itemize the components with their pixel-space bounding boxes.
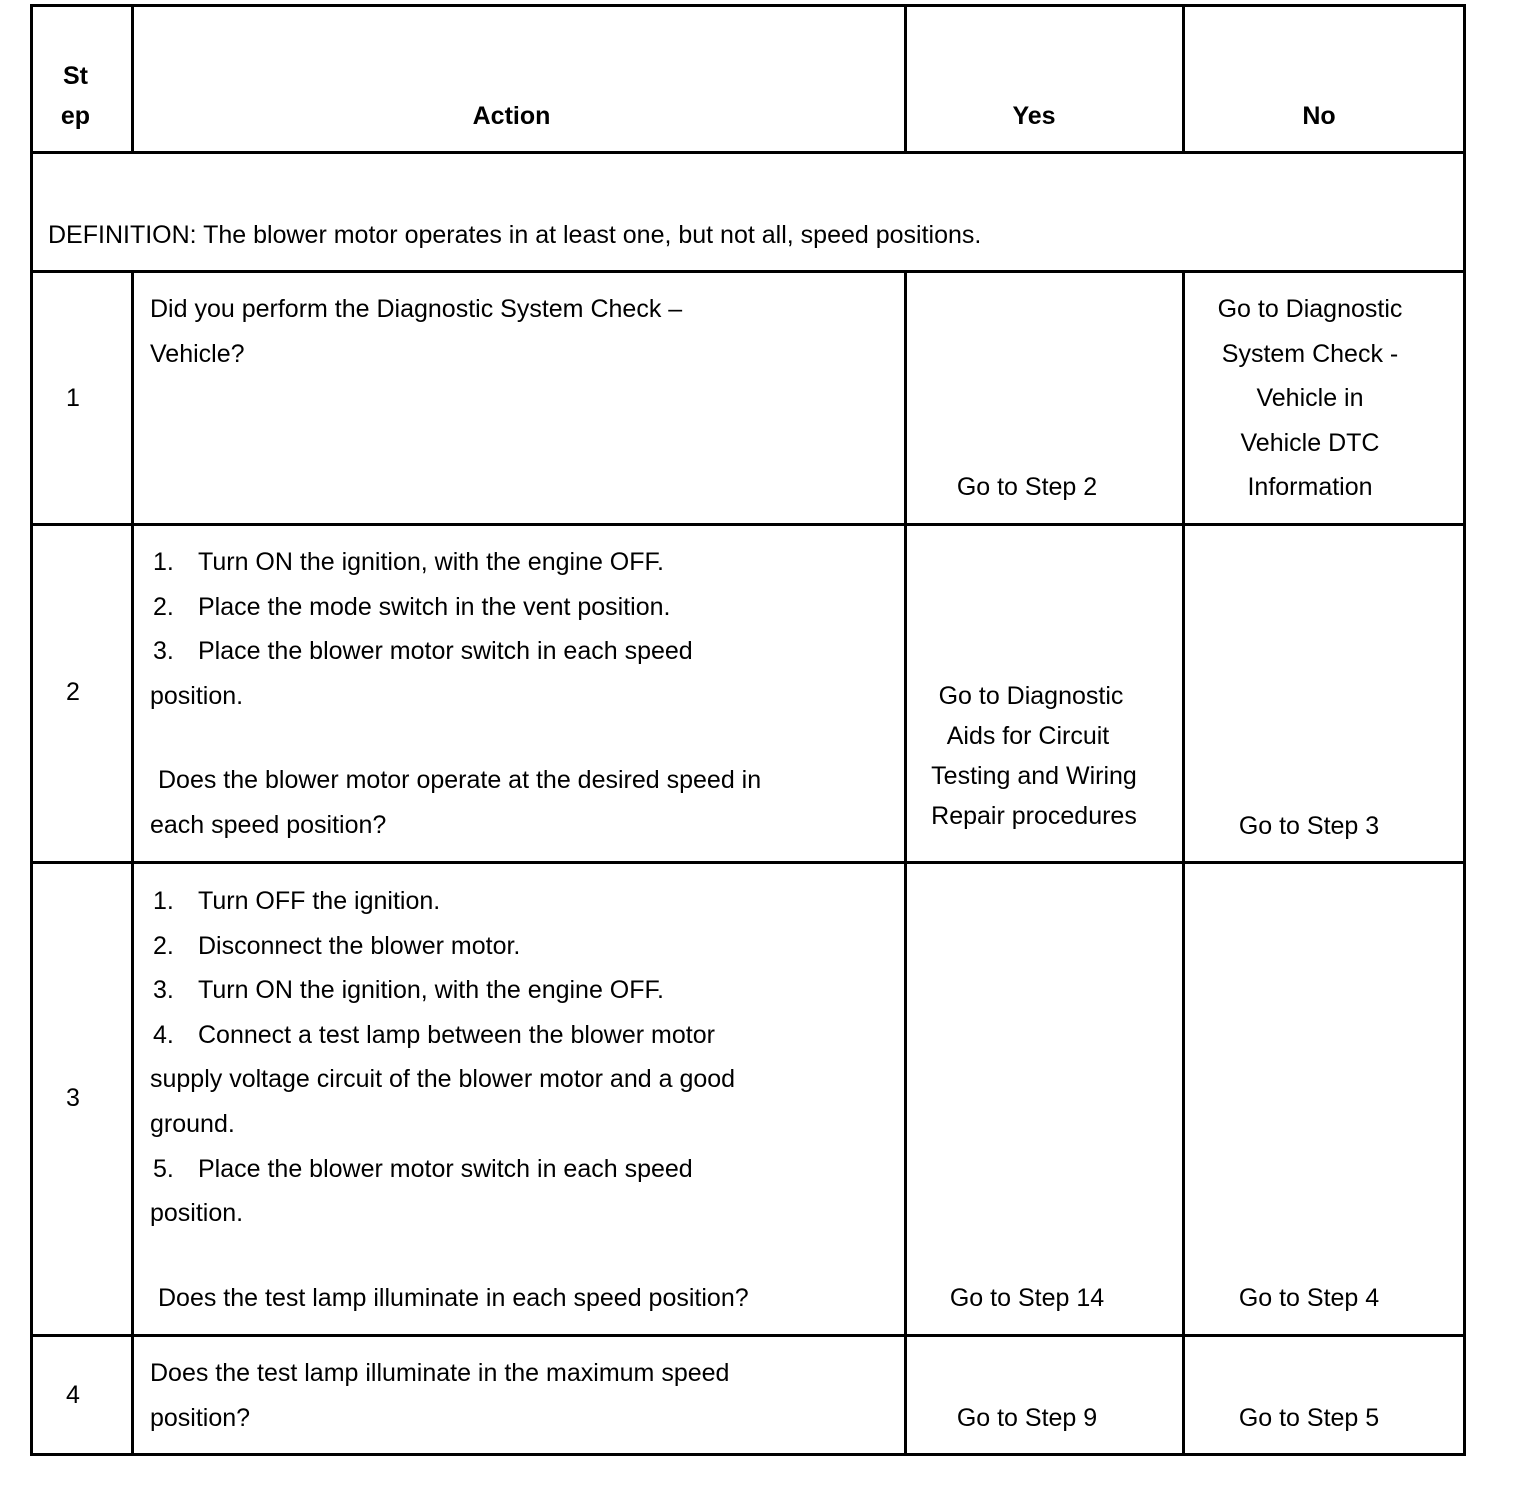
- header-step-line1: St: [63, 62, 88, 90]
- step-2-yes: [906, 676, 1162, 836]
- step-3-action: [150, 879, 890, 1320]
- list-item-continuation: position.: [150, 681, 244, 710]
- step-2-yes-line3: Testing and Wiring: [931, 762, 1137, 790]
- step-1-action-line1: Did you perform the Diagnostic System Check –: [150, 295, 683, 323]
- step-1-action: [150, 287, 890, 376]
- list-item: [150, 629, 890, 674]
- list-item-text: Turn ON the ignition, with the engine OFF.: [198, 976, 664, 1005]
- step-3-question: Does the test lamp illuminate in each speed position?: [158, 1283, 749, 1312]
- step-3-number: 3: [66, 1084, 80, 1112]
- header-divider: [30, 151, 1466, 154]
- list-item-text: Turn ON the ignition, with the engine OFF.: [198, 548, 664, 576]
- list-item: [150, 585, 890, 630]
- list-item-number: 2.: [153, 592, 174, 621]
- header-step: [33, 56, 118, 136]
- list-item-continuation: ground.: [150, 1109, 235, 1138]
- list-item-continuation: position.: [150, 1199, 244, 1228]
- list-item-text: Turn OFF the ignition.: [198, 887, 441, 915]
- step-4-action-line2: position?: [150, 1403, 251, 1432]
- table-border-left: [30, 4, 33, 1456]
- list-item-number: 3.: [153, 976, 174, 1005]
- list-item-number: 3.: [153, 637, 174, 666]
- list-item: [150, 879, 890, 924]
- list-item-text: Place the blower motor switch in each speed: [198, 637, 693, 666]
- list-item: [150, 1147, 890, 1192]
- step-1-no-line1: Go to Diagnostic: [1217, 295, 1403, 323]
- list-item-number: 4.: [153, 1020, 174, 1049]
- list-item-number: 5.: [153, 1154, 174, 1183]
- step-column-divider-body: [131, 270, 134, 1456]
- step-2-yes-line1: Go to Diagnostic: [938, 682, 1124, 710]
- table-border-top: [30, 4, 1466, 7]
- step-4-no: Go to Step 5: [1238, 1404, 1380, 1432]
- step-1-number: 1: [66, 384, 80, 412]
- list-item: [150, 540, 890, 585]
- step-2-question-line2: each speed position?: [150, 810, 387, 839]
- list-item-number: 1.: [153, 548, 174, 576]
- step-1-yes: Go to Step 2: [956, 473, 1098, 501]
- definition-divider: [30, 270, 1466, 273]
- list-item: [150, 924, 890, 969]
- step-4-number: 4: [66, 1381, 80, 1409]
- step-1-no-line5: Information: [1247, 473, 1373, 502]
- list-item-text: Disconnect the blower motor.: [198, 931, 521, 960]
- step-1-no-line4: Vehicle DTC: [1240, 428, 1380, 457]
- step-2-yes-line2: Aids for Circuit: [946, 722, 1110, 750]
- step-2-no: Go to Step 3: [1238, 812, 1380, 840]
- list-item-text: Place the blower motor switch in each speed: [198, 1154, 693, 1183]
- list-item: [150, 968, 890, 1013]
- header-step-line2: ep: [60, 102, 91, 130]
- header-action: Action: [472, 102, 551, 130]
- header-yes: Yes: [1012, 102, 1056, 130]
- step-4-yes: Go to Step 9: [956, 1404, 1098, 1432]
- row-3-divider: [30, 1334, 1466, 1337]
- header-no: No: [1302, 102, 1336, 130]
- diagnostic-table: [30, 4, 1466, 1456]
- step-4-action: [150, 1351, 890, 1440]
- list-item-number: 1.: [153, 887, 174, 915]
- step-1-no: [1184, 287, 1436, 510]
- step-2-question-line1: Does the blower motor operate at the desired speed in: [158, 766, 762, 795]
- step-2-action: [150, 540, 890, 848]
- list-item-text: Place the mode switch in the vent position.: [198, 592, 671, 621]
- list-item-continuation: supply voltage circuit of the blower motor and a good: [150, 1065, 736, 1094]
- step-1-no-line3: Vehicle in: [1256, 384, 1364, 413]
- step-1-action-line2: Vehicle?: [150, 339, 245, 368]
- list-item-number: 2.: [153, 931, 174, 960]
- list-item-text: Connect a test lamp between the blower motor: [198, 1020, 715, 1049]
- row-1-divider: [30, 523, 1466, 526]
- step-4-action-line1: Does the test lamp illuminate in the maximum speed: [150, 1359, 730, 1387]
- table-border-bottom: [30, 1453, 1466, 1456]
- step-3-yes: Go to Step 14: [949, 1284, 1105, 1312]
- list-item: [150, 1013, 890, 1058]
- step-2-number: 2: [66, 678, 80, 706]
- definition-text: DEFINITION: The blower motor operates in at least one, but not all, speed positions.: [48, 221, 982, 249]
- step-3-no: Go to Step 4: [1238, 1284, 1380, 1312]
- step-2-yes-line4: Repair procedures: [931, 802, 1137, 830]
- step-1-no-line2: System Check -: [1221, 339, 1399, 368]
- table-border-right: [1463, 4, 1466, 1456]
- row-2-divider: [30, 861, 1466, 864]
